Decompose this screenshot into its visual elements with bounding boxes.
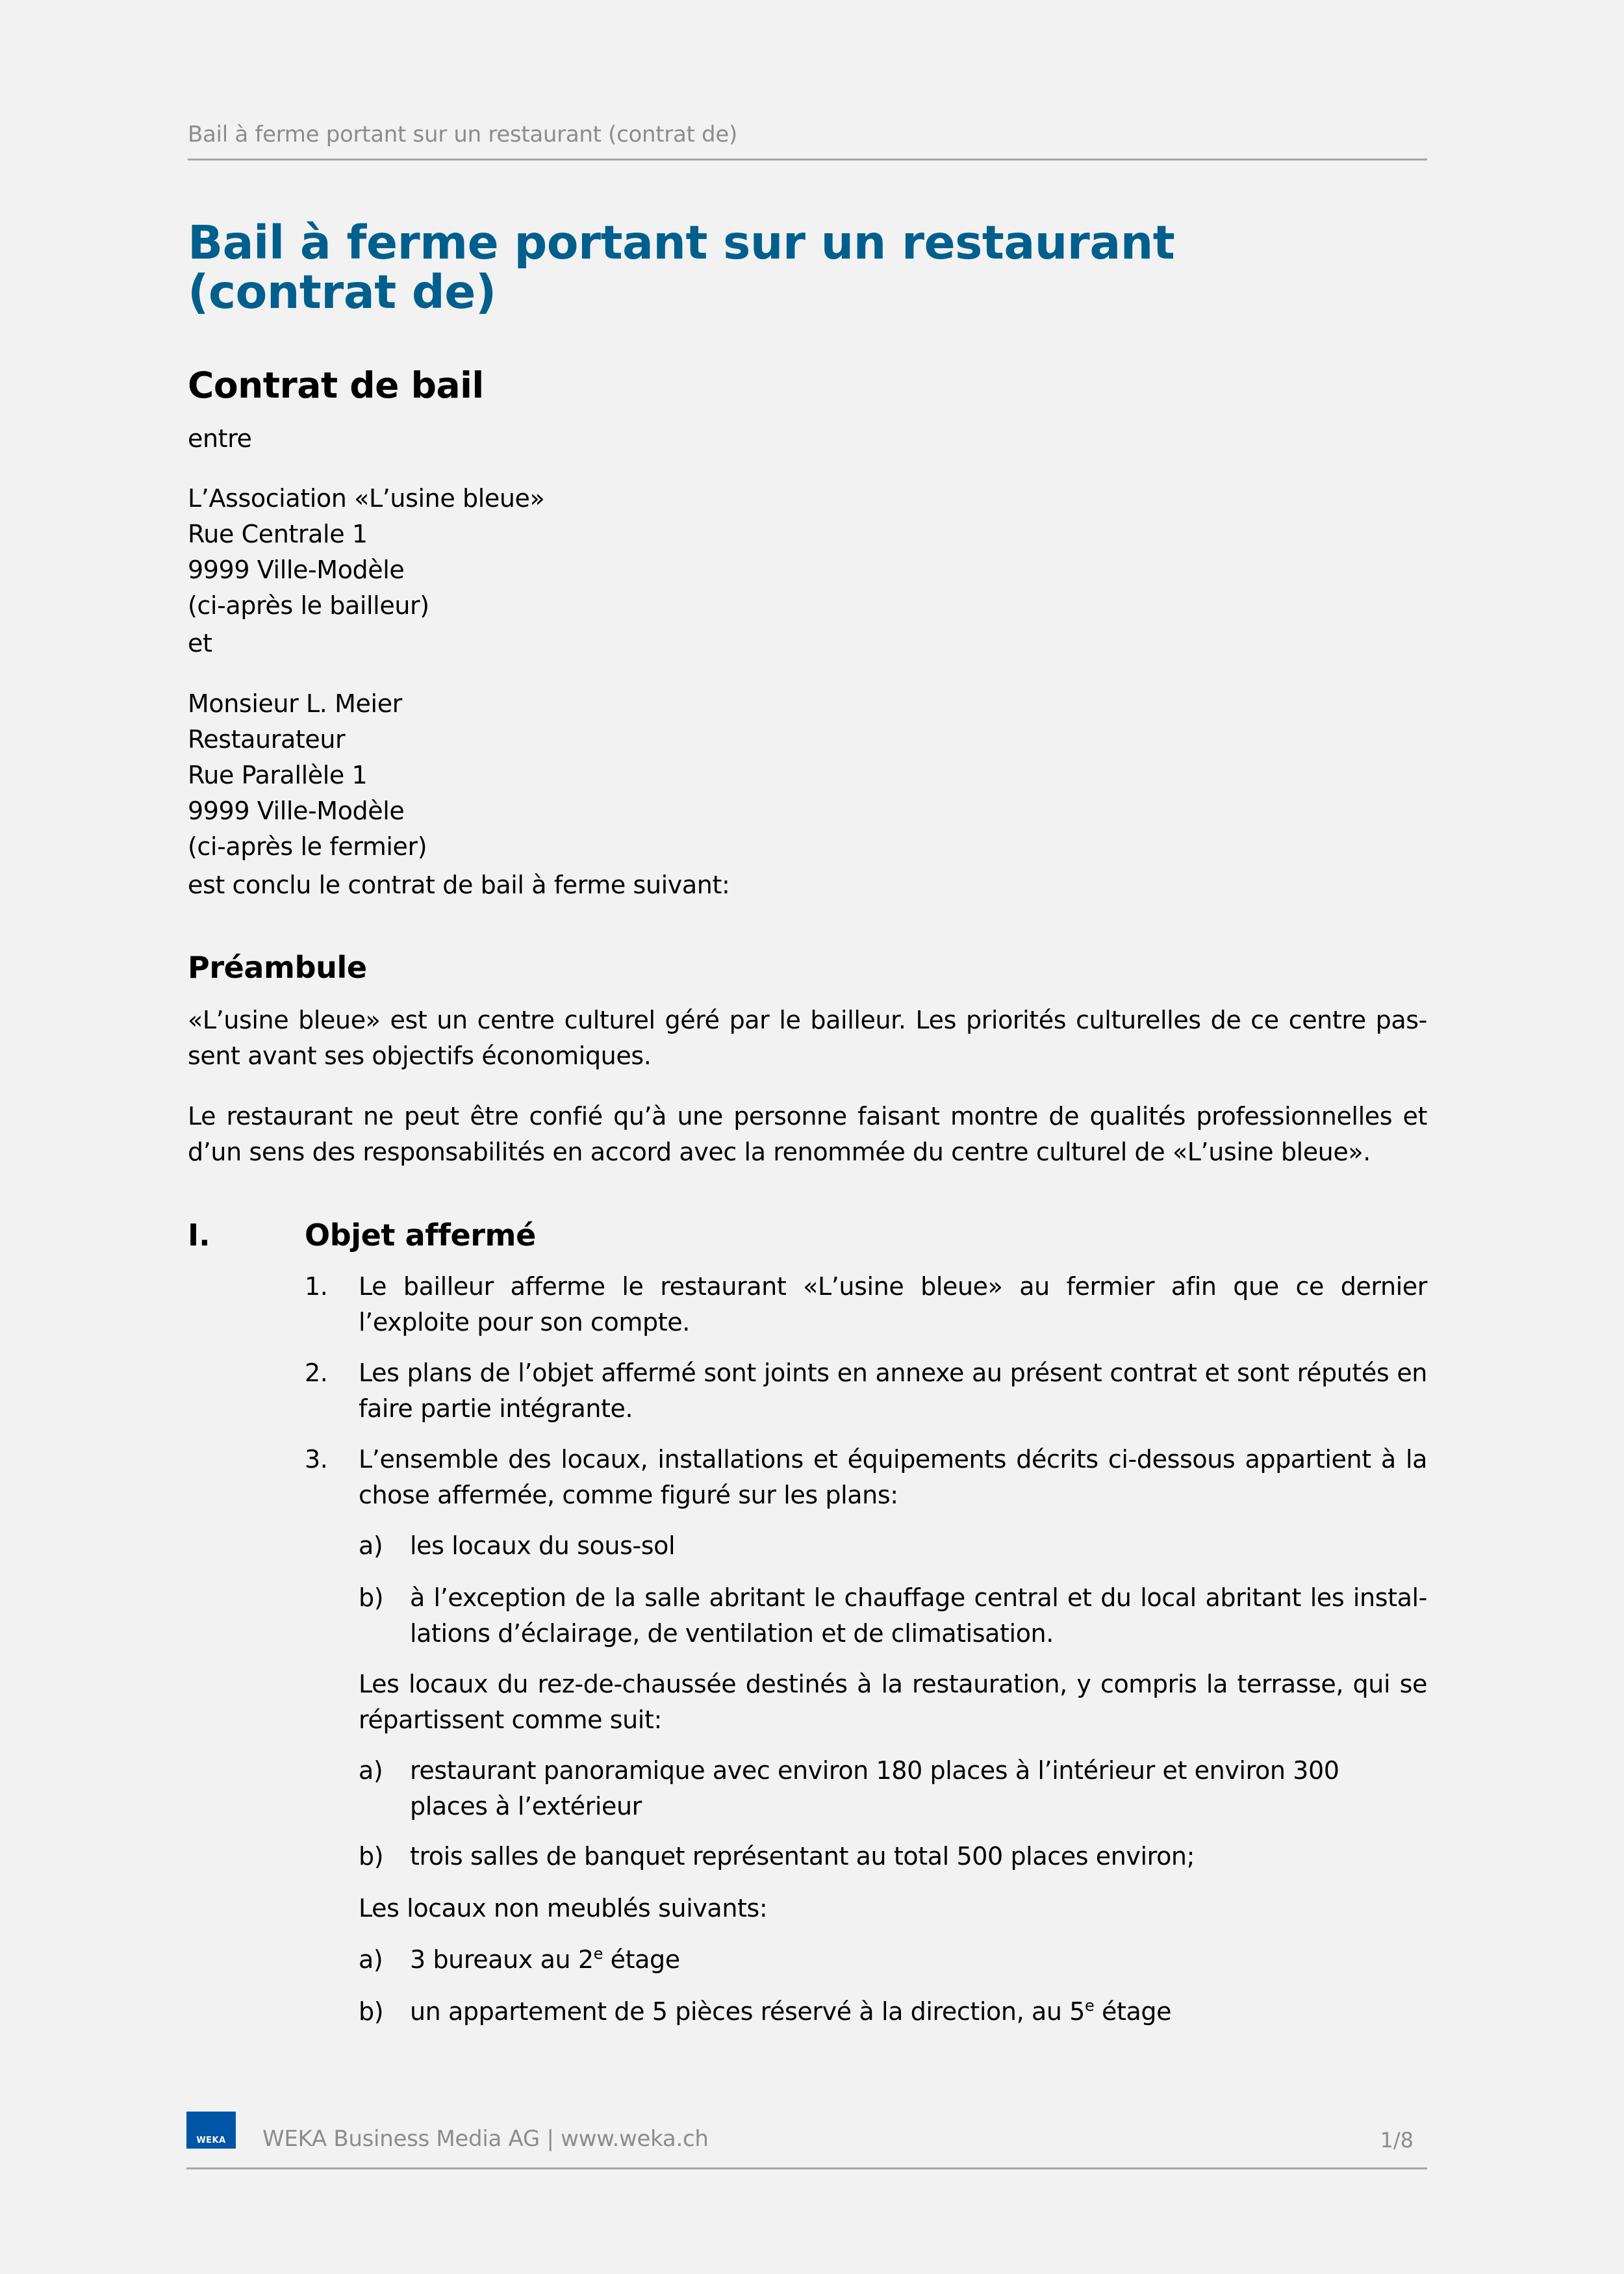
parties-entre: entre [188,424,252,453]
preambule-paragraph-2: Le restaurant ne peut être confié qu’à une personne faisant montre de qualités professionnelles et d’un sens des responsabilités en accord avec la renommée du centre culturel de «L’usine bleue». [188,1102,1427,1166]
lessor-city: 9999 Ville-Modèle [188,556,405,584]
tenant-role: (ci-après le fermier) [188,832,427,861]
sub-item-text: trois salles de banquet représentant au total 500 places environ; [410,1842,1195,1871]
preambule-heading: Préambule [188,950,367,985]
preambule-paragraph-1: «L’usine bleue» est un centre culturel géré par le bailleur. Les priorités culturelles de ce centre pas-sent avant ses objectifs économiques. [188,1006,1427,1070]
weka-logo-text: WEKA [196,2136,226,2145]
page-number: 1/8 [1380,2128,1414,2153]
sub-item-letter: a) [359,1756,383,1785]
lessor-role: (ci-après le bailleur) [188,591,429,620]
group2-intro-text: Les locaux du rez-de-chaussée destinés à la restauration, y compris la terrasse, qui se répartissent comme suit: [359,1670,1427,1734]
sub-item-letter: b) [359,1583,384,1612]
running-header: Bail à ferme portant sur un restaurant (contrat de) [188,121,737,147]
sub-item-letter: b) [359,1842,384,1871]
tenant-block [188,686,427,865]
superscript: e [1084,1997,1095,2015]
sub-item-text-part: étage [602,1945,680,1974]
sub-item-text: à l’exception de la salle abritant le chauffage central et du local abritant les instal-lations d’éclairage, de ventilation et de climatisation. [410,1583,1427,1648]
sub-item-letter: b) [359,1997,384,2026]
list-item-number: 3. [305,1445,328,1474]
parties-et: et [188,629,212,658]
superscript: e [593,1945,603,1963]
sub-item-text: les locaux du sous-sol [410,1531,676,1560]
tenant-profession: Restaurateur [188,725,346,754]
group3-intro-text: Les locaux non meublés suivants: [359,1894,768,1923]
footer-rule [186,2167,1427,2169]
section-heading-objet: Objet affermé [305,1218,536,1253]
sub-item-text [410,1942,1427,1978]
lessor-street: Rue Centrale 1 [188,520,368,548]
document-title [188,218,1174,317]
tenant-city: 9999 Ville-Modèle [188,797,405,825]
lessor-name: L’Association «L’usine bleue» [188,484,545,513]
list-item-number: 1. [305,1272,328,1301]
sub-item-letter: a) [359,1531,383,1560]
footer-company: WEKA Business Media AG | www.weka.ch [262,2126,709,2152]
list-item-text: Le bailleur afferme le restaurant «L’usine bleue» au fermier afin que ce dernier l’exploite pour son compte. [359,1272,1427,1336]
sub-item-text: restaurant panoramique avec environ 180 places à l’intérieur et environ 300 places à l’extérieur [410,1756,1339,1820]
tenant-street: Rue Parallèle 1 [188,761,368,789]
contract-conclusion: est conclu le contrat de bail à ferme suivant: [188,871,730,899]
sub-item-text-part: 3 bureaux au 2 [410,1945,594,1974]
header-rule [188,159,1427,160]
tenant-name: Monsieur L. Meier [188,689,402,718]
sub-item-letter: a) [359,1945,383,1974]
title-line-2: (contrat de) [188,265,496,319]
sub-item-text-part: un appartement de 5 pièces réservé à la direction, au 5 [410,1997,1085,2026]
section-number: I. [188,1218,210,1253]
title-line-1: Bail à ferme portant sur un restaurant [188,216,1175,270]
list-item-text: L’ensemble des locaux, installations et équipements décrits ci-dessous appartient à la chose affermée, comme figuré sur les plans: [359,1445,1427,1509]
sub-item-text [410,1994,1427,2030]
list-item-number: 2. [305,1359,328,1387]
lessor-block [188,481,544,624]
section-heading-contrat: Contrat de bail [188,364,484,406]
list-item-text: Les plans de l’objet affermé sont joints en annexe au présent contrat et sont réputés en faire partie intégrante. [359,1359,1427,1423]
sub-item-text-part: étage [1094,1997,1172,2026]
weka-logo [186,2112,236,2149]
